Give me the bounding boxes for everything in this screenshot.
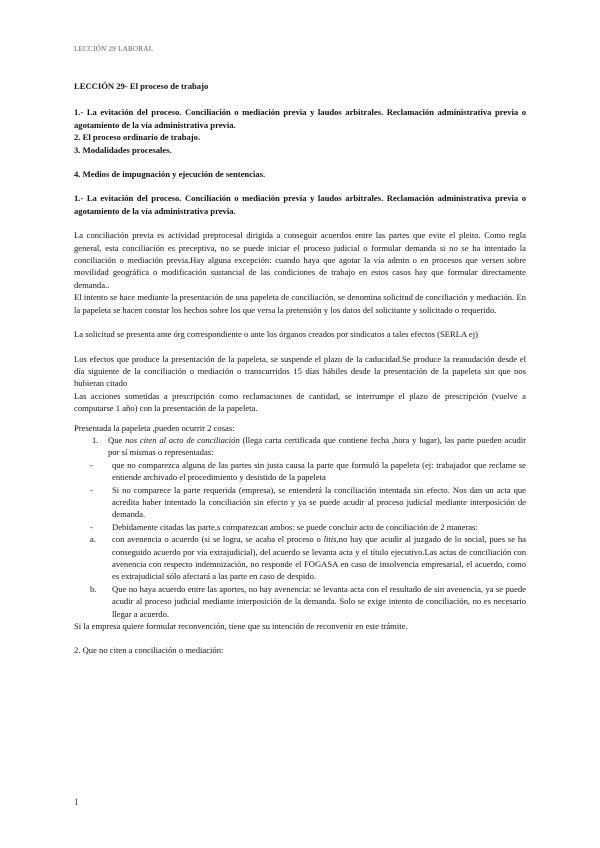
list-item-text: Que no haya acuerdo entre las aportes, no hay avenencia: se levanta acta con el resultado de sin avenencia, ya se puede acudir al proceso judicial mediante interposición de la demanda. Solo se exige intento de conciliación, no es necesario llegar a acuerdo. [112, 583, 526, 619]
toc-item-1: 1.- La evitación del proceso. Conciliación o mediación previa y laudos arbitrales. Reclamación administrativa previa o agotamiento de la vía administrativa previa. [74, 107, 526, 130]
document-body [74, 80, 526, 657]
section-1-heading: 1.- La evitación del proceso. Conciliación o mediación previa y laudos arbitrales. Reclamación administrativa previa o agotamiento de la vía administrativa previa. [74, 193, 526, 216]
list-marker: b. [90, 583, 97, 594]
dash-item-3 [74, 521, 526, 533]
dash-item-text: que no comparezca alguna de las partes sin justa causa la parte que formuló la papeleta (ej: trabajador que reclame se entiende archivado el procedimiento y desistido de la papeleta [112, 459, 526, 483]
paragraph-no-citen: 2. Que no citen a conciliación o mediación: [74, 645, 224, 656]
list-item-a [74, 533, 526, 583]
paragraph-reconvencion: Si la empresa quiere formular reconvención, tiene que su intención de reconvenir en este trámite. [74, 621, 408, 632]
dash-marker: - [90, 521, 93, 532]
paragraph-conciliacion-previa: La conciliación previa es actividad preprocesal dirigida a conseguir acuerdos entre las partes que evite el pleito. Como regla general, esta conciliación es preceptiva, no se puede iniciar el proceso judicial o formular demanda si no se ha intentado la conciliación o mediación previa.Hay alguna excepción: cuando haya que agotar la vía admin o en procesos que versen sobre movilidad geográfica o modificación sustancial de las condiciones de trabajo en estos casos hay que formular directamente demanda.. [74, 230, 526, 290]
italic-phrase: litis [323, 534, 337, 545]
list-marker: 1. [92, 434, 99, 445]
italic-phrase: nos citen al acto de conciliación [125, 434, 240, 445]
list-item-1 [74, 434, 526, 459]
paragraph-prescripcion: Las acciones sometidas a prescripción como reclamaciones de cantidad, se interrumpe el plazo de prescripción (vuelve a computarse 1 año) con la presentación de la papeleta. [74, 390, 526, 414]
paragraph-papeleta: El intento se hace mediante la presentación de una papeleta de conciliación, se denomina solicitud de conciliación y mediación. En la papeleta se hacen constar los hechos sobre los que versa la pretensión y los datos del solicitante y solicitado o requerido. [74, 292, 526, 315]
list-item-b [74, 583, 526, 620]
dash-marker: - [90, 484, 93, 495]
dash-item-1 [74, 459, 526, 484]
dash-marker: - [90, 459, 93, 470]
running-header: LECCIÓN 29 LABORAL [74, 45, 154, 53]
list-item-text: con avenencia o acuerdo (si se logra, se acaba el proceso o litis,no hay que acudir al juzgado de lo social, pues se ha conseguido acuerdo por vía extrajudicial), del acuerdo se levanta acta y el título ejecutivo.Las actas de conciliación con avenencia con respecto indemnización, no responde el FOGASA en caso de insolvencia empresarial, el acuerdo, como es extrajudicial sólo afectará a las parte en caso de despido. [112, 534, 526, 582]
dash-item-text: Debidamente citadas las parte,s comparezcan ambos: se puede concluir acto de conciliación de 2 maneras: [112, 521, 478, 532]
dash-item-text: Si no comparece la parte requerida (empresa), se entenderá la conciliación intentada sin efecto. Nos dan un acta que acredita haber intentado la conciliación sin efecto y ya se puede acudir al proceso judicial mediante interposición de demanda. [112, 484, 526, 520]
list-item-text: Que nos citen al acto de conciliación (llega carta certificada que contiene fecha ,hora y lugar), las parte pueden acudir por sí mismas o representadas: [108, 434, 527, 458]
toc-item-2: 2. El proceso ordinario de trabajo. [74, 132, 201, 143]
list-marker: a. [90, 534, 96, 545]
page-number: 1 [74, 797, 79, 807]
paragraph-solicitud: La solicitud se presenta ante órg correspondiente o ante los órganos creados por sindicatos a tales efectos (SERLA ej) [74, 329, 478, 340]
paragraph-efectos: Los efectos que produce la presentación de la papeleta, se suspende el plazo de la caducidad.Se produce la reanudación desde el día siguiente de la conciliación o mediación o transcurridos 15 días hábiles desde la presentación de la papeleta sin que nos hubieran citado [74, 353, 526, 389]
toc-item-3: 3. Modalidades procesales. [74, 144, 172, 155]
toc-item-4: 4. Medios de impugnación y ejecución de sentencias. [74, 169, 266, 180]
dash-item-2 [74, 484, 526, 521]
lesson-title: LECCIÓN 29- El proceso de trabajo [74, 81, 209, 91]
paragraph-presentada: Presentada la papeleta ,pueden ocurrir 2 cosas: [74, 422, 235, 433]
